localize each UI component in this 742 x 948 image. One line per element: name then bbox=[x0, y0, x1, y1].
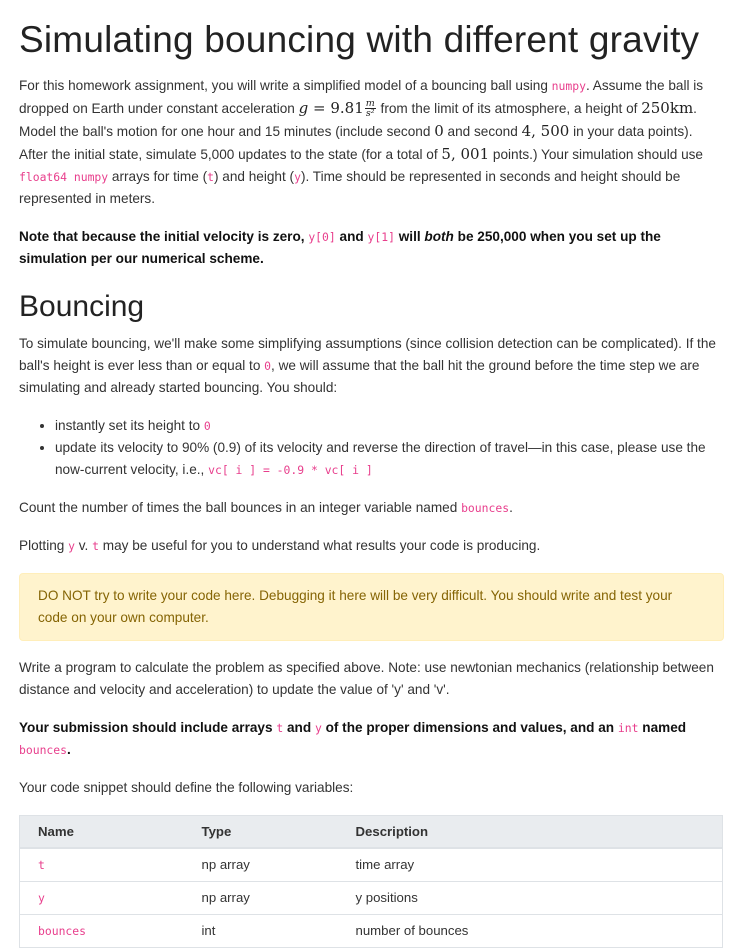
intro-text: . Assume the ball is dropped on Earth under constant acceleration bbox=[19, 77, 704, 116]
cell-name bbox=[20, 848, 184, 882]
program-paragraph: Write a program to calculate the problem as specified above. Note: use newtonian mechanics (relationship between distance and velocity and acceleration) to update the value of 'y' and 'v'. bbox=[19, 659, 714, 697]
column-header: Name bbox=[20, 815, 184, 848]
code-y: y bbox=[294, 169, 301, 184]
code-t: t bbox=[92, 538, 99, 553]
plot-text: Plotting bbox=[19, 537, 69, 553]
column-header: Type bbox=[184, 815, 338, 848]
g-symbol: g bbox=[298, 98, 309, 117]
zero-math: 0 bbox=[434, 121, 444, 140]
code-int: int bbox=[617, 720, 639, 735]
cell-type: np array bbox=[184, 848, 338, 882]
fraction-denominator: s² bbox=[365, 108, 375, 120]
note-paragraph bbox=[19, 226, 724, 270]
cell-description: time array bbox=[338, 848, 723, 882]
code-y: y bbox=[314, 720, 322, 735]
code-y1: y[1] bbox=[367, 229, 395, 244]
code-numpy: numpy bbox=[551, 78, 586, 93]
code-t: t bbox=[207, 169, 214, 184]
intro-text: arrays for time ( bbox=[108, 168, 208, 184]
cell-type: int bbox=[184, 914, 338, 947]
unit-fraction bbox=[365, 99, 376, 118]
count-text: Count the number of times the ball bounces in an integer variable named bbox=[19, 499, 462, 515]
table-row bbox=[20, 848, 723, 882]
cell-description: number of bounces bbox=[338, 914, 723, 947]
list-item bbox=[55, 415, 724, 437]
bounce-text: To simulate bouncing, we'll make some simplifying assumptions (since collision detection can be complicated). If the ball's height is ever less than or equal to bbox=[19, 335, 716, 373]
snippet-paragraph: Your code snippet should define the following variables: bbox=[19, 779, 354, 795]
intro-paragraph bbox=[19, 75, 724, 210]
g-value: = 9.81 bbox=[308, 98, 364, 117]
code-y0: y[0] bbox=[308, 229, 336, 244]
note-text: and bbox=[335, 228, 368, 244]
submission-text: and bbox=[283, 719, 315, 735]
note-text: will bbox=[394, 228, 425, 244]
submission-text: . bbox=[67, 741, 71, 757]
bounce-rules-list bbox=[19, 415, 724, 481]
code-t: t bbox=[276, 720, 284, 735]
intro-text: from the limit of its atmosphere, a height of bbox=[376, 100, 642, 116]
plot-paragraph bbox=[19, 535, 724, 557]
intro-text: and second bbox=[443, 123, 522, 139]
submission-text: of the proper dimensions and values, and an bbox=[321, 719, 618, 735]
intro-text: ) and height ( bbox=[213, 168, 295, 184]
table-row bbox=[20, 914, 723, 947]
note-text: Note that because the initial velocity is zero, bbox=[19, 228, 309, 244]
variable-name: t bbox=[38, 857, 45, 872]
plot-text: may be useful for you to understand what results your code is producing. bbox=[98, 537, 541, 553]
intro-text: ). Time should be represented in seconds and height should be represented in meters. bbox=[19, 168, 681, 206]
cell-type: np array bbox=[184, 881, 338, 914]
variable-name: y bbox=[38, 890, 45, 905]
variable-name: bounces bbox=[38, 923, 87, 938]
fraction-numerator: m bbox=[365, 98, 375, 110]
count-paragraph bbox=[19, 497, 724, 519]
submission-text: named bbox=[638, 719, 687, 735]
code-bounces: bounces bbox=[461, 500, 510, 515]
column-header: Description bbox=[338, 815, 723, 848]
bounce-text: , we will assume that the ball hit the ground before the time step we are simulating and already started bouncing. You should: bbox=[19, 357, 700, 395]
gravity-equation bbox=[298, 98, 377, 120]
intro-text: points.) Your simulation should use bbox=[489, 146, 703, 162]
bounce-intro-paragraph bbox=[19, 333, 724, 399]
code-float64: float64 numpy bbox=[19, 169, 109, 184]
code-y: y bbox=[68, 538, 75, 553]
intro-text: . Model the ball's motion for one hour and 15 minutes (include second bbox=[19, 100, 697, 139]
table-row bbox=[20, 881, 723, 914]
variables-table bbox=[19, 815, 723, 948]
submission-paragraph bbox=[19, 717, 724, 761]
note-text: be 250,000 when you set up the simulation per our numerical scheme. bbox=[19, 228, 661, 266]
list-item bbox=[55, 437, 724, 481]
count-text: . bbox=[509, 499, 513, 515]
cell-description: y positions bbox=[338, 881, 723, 914]
section-heading-bouncing: Bouncing bbox=[19, 289, 145, 323]
cell-name bbox=[20, 881, 184, 914]
table-header-row bbox=[20, 815, 723, 848]
plot-text: v. bbox=[74, 537, 93, 553]
warning-alert: DO NOT try to write your code here. Debugging it here will be very difficult. You should write and test your code on your own computer. bbox=[19, 573, 724, 641]
height-math: 250km bbox=[641, 98, 694, 117]
cell-name bbox=[20, 914, 184, 947]
list-item-text: instantly set its height to bbox=[55, 417, 204, 433]
note-emphasis: both bbox=[424, 228, 454, 244]
code-bounces: bounces bbox=[19, 742, 68, 757]
code-height-zero: 0 bbox=[203, 418, 211, 433]
code-zero: 0 bbox=[264, 358, 272, 373]
total-points-math: 5, 001 bbox=[441, 144, 490, 163]
submission-text: Your submission should include arrays bbox=[19, 719, 277, 735]
seconds-math: 4, 500 bbox=[521, 121, 570, 140]
intro-text: in your data points). After the initial state, simulate 5,000 updates to the state (for a total of bbox=[19, 123, 693, 162]
code-velocity-update: vc[ i ] = -0.9 * vc[ i ] bbox=[208, 462, 373, 477]
list-item-text: update its velocity to 90% (0.9) of its velocity and reverse the direction of travel—in this case, please use the now-current velocity, i.e., bbox=[55, 439, 706, 477]
intro-text: For this homework assignment, you will write a simplified model of a bouncing ball using bbox=[19, 77, 552, 93]
page-title: Simulating bouncing with different gravity bbox=[19, 19, 700, 60]
